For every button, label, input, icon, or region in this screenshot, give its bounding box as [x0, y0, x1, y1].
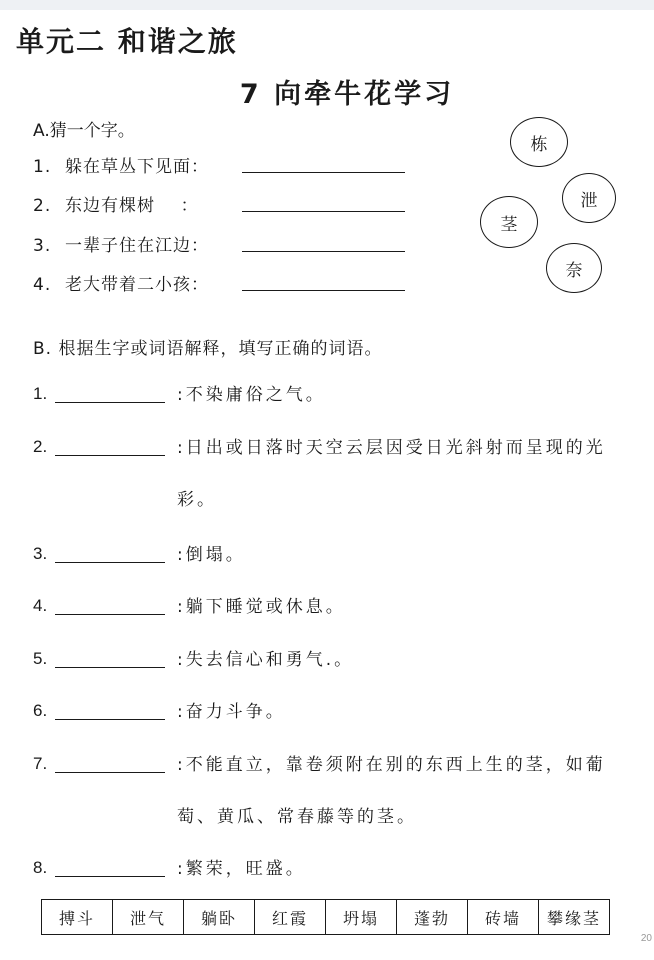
definition-text: :倒塌。 [177, 545, 246, 565]
answer-blank[interactable] [55, 667, 165, 668]
item-number: 5. [33, 649, 48, 668]
riddle-number: 3. [33, 236, 52, 256]
item-number: 3. [33, 544, 48, 563]
lesson-title: 7 向牵牛花学习 [239, 79, 455, 110]
option-bubble: 奈 [546, 243, 602, 293]
definition-text: :失去信心和勇气.。 [177, 650, 355, 670]
item-number: 2. [33, 437, 48, 456]
riddle-text: 躲在草丛下见面： [65, 157, 209, 177]
top-bar [0, 0, 654, 10]
word-bank-cell: 砖墙 [468, 900, 539, 935]
item-number: 7. [33, 754, 48, 773]
definition-text: :躺下睡觉或休息。 [177, 597, 346, 617]
riddle-number: 4. [33, 275, 52, 295]
item-number: 6. [33, 701, 48, 720]
item-number: 1. [33, 384, 48, 403]
definition-text: :不染庸俗之气。 [177, 385, 326, 405]
definition-text: :不能直立，靠卷须附在别的东西上生的茎，如葡萄、黄瓜、常春藤等的茎。 [177, 755, 606, 827]
answer-blank[interactable] [55, 772, 165, 773]
answer-blank[interactable] [242, 290, 405, 291]
option-bubble: 泄 [562, 173, 616, 223]
answer-blank[interactable] [242, 172, 405, 173]
riddle-item [33, 191, 199, 216]
riddle-text: 一辈子住在江边： [65, 236, 209, 256]
answer-blank[interactable] [242, 211, 405, 212]
word-bank-cell: 躺卧 [184, 900, 255, 935]
section-a-heading: A.猜一个字。 [33, 121, 135, 141]
definition-text: :奋力斗争。 [177, 702, 286, 722]
riddle-number: 2. [33, 196, 52, 216]
section-b-heading: B. 根据生字或词语解释，填写正确的词语。 [33, 339, 383, 359]
word-bank-cell: 坍塌 [326, 900, 397, 935]
item-number: 4. [33, 596, 48, 615]
answer-blank[interactable] [55, 876, 165, 877]
word-bank-table [41, 899, 610, 935]
riddle-item [33, 152, 209, 177]
answer-blank[interactable] [55, 402, 165, 403]
riddle-text: 东边有棵树 ： [65, 196, 199, 216]
page-number: 20 [640, 933, 652, 944]
unit-title: 单元二 和谐之旅 [16, 25, 238, 58]
option-bubble: 栋 [510, 117, 568, 167]
answer-blank[interactable] [55, 562, 165, 563]
answer-blank[interactable] [55, 719, 165, 720]
word-bank-cell: 泄气 [113, 900, 184, 935]
word-bank-cell: 搏斗 [42, 900, 113, 935]
riddle-item [33, 231, 209, 256]
item-number: 8. [33, 858, 48, 877]
word-bank-cell: 红霞 [255, 900, 326, 935]
option-bubble: 茎 [480, 196, 538, 248]
riddle-number: 1. [33, 157, 52, 177]
definition-text: :日出或日落时天空云层因受日光斜射而呈现的光彩。 [177, 438, 606, 510]
answer-blank[interactable] [55, 455, 165, 456]
riddle-text: 老大带着二小孩： [65, 275, 209, 295]
word-bank-cell: 蓬勃 [397, 900, 468, 935]
answer-blank[interactable] [55, 614, 165, 615]
word-bank-cell: 攀缘茎 [539, 900, 610, 935]
riddle-item [33, 270, 209, 295]
answer-blank[interactable] [242, 251, 405, 252]
definition-text: :繁荣，旺盛。 [177, 859, 306, 879]
